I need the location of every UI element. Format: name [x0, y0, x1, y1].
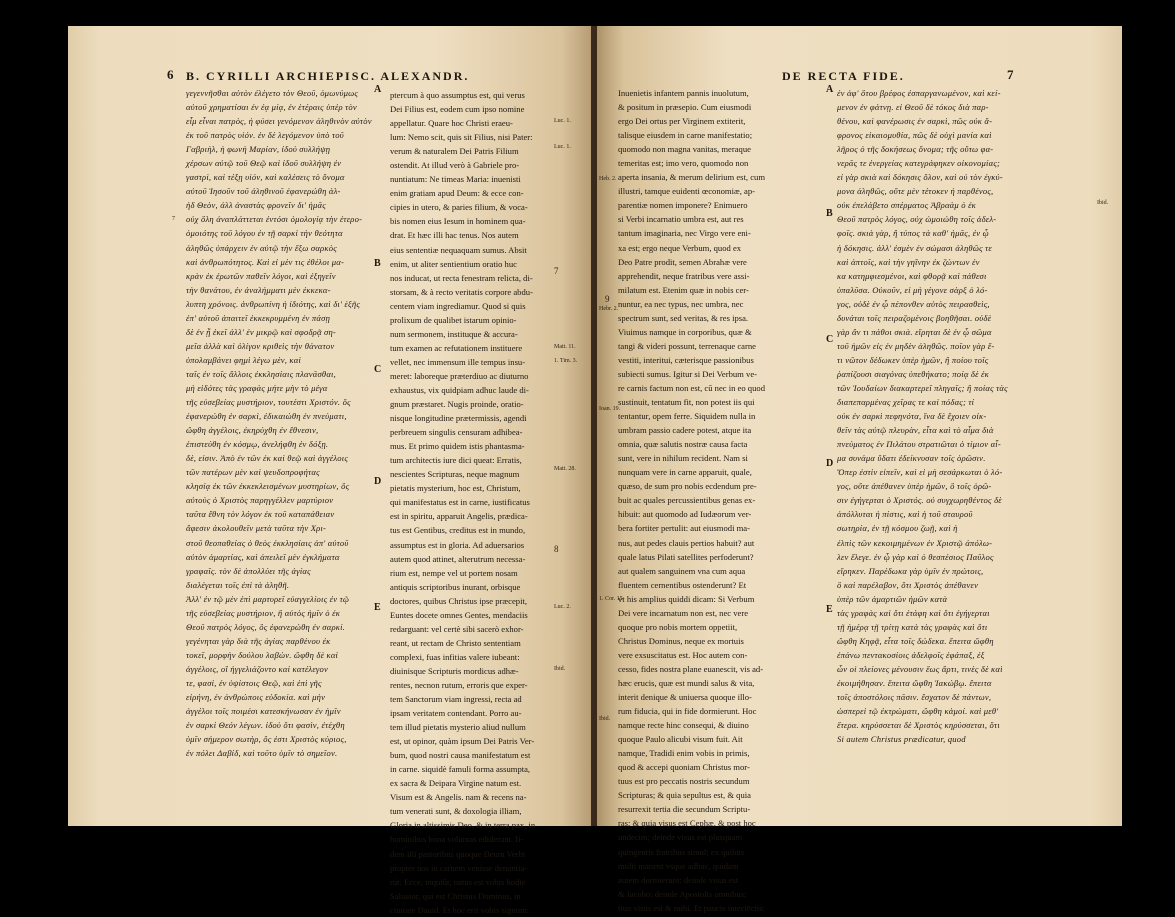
text-line: rentes, necnon rutum, erroris que exper- [390, 679, 528, 690]
text-line: rum fiducia, qui in fide dormierunt. Hoc [618, 706, 757, 717]
margin-note: 1. Tim. 3. [554, 358, 578, 364]
text-line: ἡ δόκησις. ἀλλ' ἐσμὲν ἐν σώμασι ἀληθῶς τε [837, 242, 992, 253]
right-running-head: DE RECTA FIDE. [782, 69, 905, 83]
text-line: apprehendit, neque fratribus vere assi- [618, 270, 750, 281]
text-line: Deo Patre prodit, semen Abrahæ vere [618, 256, 747, 267]
text-line: τοῖς ἀποστόλοις πᾶσιν. ἔσχατον δὲ πάντων, [837, 692, 992, 703]
text-line: σωτηρία, ἐν τῇ κόσμου ζωῇ, καὶ ἡ [837, 523, 958, 534]
text-line: cipies in utero, & paries filium, & voca- [390, 202, 528, 213]
text-line: doctores, quibus Christus ipse præcepit, [390, 595, 528, 606]
text-line: ὑπαλῦσα. Οὐκοῦν, εἰ μὴ γέγονε σὰρξ ὁ λό- [837, 284, 988, 295]
text-line: enim, ut aliter sentientium oratio huc [390, 258, 517, 269]
text-line: καὶ ἁπτοῖς, καὶ τὴν γηΐνην ἐκ ζώντων ἐν [837, 256, 980, 267]
text-line: τὰς γραφὰς καὶ ὅτι ἐτάφη καὶ ὅτι ἐγήγερται [837, 607, 990, 618]
text-line: meret: laboreque præterdiuo ac diuturno [390, 370, 529, 381]
text-line: quod & accepi quoniam Christus mor- [618, 762, 750, 773]
text-line: Dei vere incarnatum non est, nec vere [618, 607, 749, 618]
text-line: Ἀλλ' ἐν τῷ μὲν ἐπὶ μαρτυρεῖ εὐαγγελίοις ἐν τῷ [186, 593, 350, 604]
text-line: multi manent vsque adhuc, quidam [618, 860, 739, 871]
text-line: δὲ, εἰσιν. Ἀπὸ ἐν τῶν ἐκ καὶ θεῷ καὶ ἀγγέλοις [186, 453, 349, 464]
text-line: vellet, nec immensum ille tempus insu- [390, 356, 526, 367]
right-latin-column [618, 86, 823, 915]
text-line: τοῦ ἡμῶν εἰς ἐν μηδὲν ἀληθῶς. ποῖον γὰρ ἔ- [837, 340, 995, 351]
left-page [68, 26, 593, 915]
text-line: Saluator, qui est Christus Dominus, in [390, 890, 521, 901]
text-line: ὡσπερεὶ τῷ ἐκτρώματι, ὤφθη κἀμοί. καὶ μεθ' [837, 706, 999, 717]
text-line: ipsam veritatem contendant. Porro au- [390, 708, 522, 719]
text-line: dem illi pastoribus quoque Deum Verbi [390, 848, 526, 859]
text-line: τε, φασὶ, ἐν ὑψίστοις Θεῷ, καὶ ἐπὶ γῆς [186, 677, 322, 688]
text-line: bum, quod nostri causa manifestatum est [390, 750, 531, 761]
text-line: κα κατημφιεσμένοι, καὶ φθορᾷ καὶ πάθεσι [837, 270, 987, 281]
text-line: ὧν οἱ πλείονες μένουσιν ἕως ἄρτι, τινὲς δὲ καὶ [837, 663, 1003, 674]
text-line: ὤφθη ἀγγέλοις, ἐκηρύχθη ἐν ἔθνεσιν, [186, 425, 319, 436]
text-line: assumptus est in gloria. Ad aduersarios [390, 539, 525, 550]
text-line: τὴν θανάτου, ἐν ἀναλήμματι μὲν ἐκκεκα- [186, 284, 331, 295]
text-line: ῥαπίζουσι σιαγόνας ὑπεθήκατο; ποίᾳ δὲ ἐκ [837, 368, 989, 379]
text-line: τῶν πατέρων μὲν καὶ ψευδοπροφήτας [186, 467, 320, 478]
text-line: μενον ἐν φάτνῃ. εἰ Θεοῦ δὲ τόκος διὰ παρ- [837, 102, 989, 113]
section-letter-d: D [826, 458, 834, 469]
section-letter-a: A [374, 84, 382, 95]
text-line: tiuo visus est & mihi. Et paucis intecie̅ctis: [618, 902, 766, 913]
text-line: φοῖς. σκιὰ γὰρ, ἢ τύπος τὰ καθ' ἡμᾶς, ἐν ᾧ [837, 228, 989, 239]
margin-note: 1. Cor. 15. [599, 596, 625, 602]
text-line: ras; & quia visus est Cephæ, & post hoc [618, 818, 756, 829]
text-line: τῆς εὐσεβείας μυστήριον, ἢ αὐτὸς ἡμῖν ὁ ἐκ [186, 607, 341, 618]
text-line: δυνάται τοῖς πειραζομένοις βοηθῆσαι. οὐδὲ [837, 312, 992, 323]
text-line: ἐν πόλει Δαβίδ, καὶ τοῦτο ὑμῖν τὸ σημεῖον. [186, 748, 338, 759]
text-line: λεν ἔλεγε. ἐν ᾧ γὰρ καὶ ὁ θεσπέσιος Παῦλος [837, 551, 994, 562]
text-line: στοῦ θεοπαθείας ὁ θεὸς ἐκκλησίαις ἀπ' αὐτοῦ [186, 537, 349, 548]
text-line: fluentem cernentibus ostenderunt? Et [618, 579, 747, 590]
text-line: ex sacra & Deipara Virgine natum est. [390, 778, 522, 789]
text-line: λυπτη χρόνοις. ἀνθρωπίνη ἡ ἰδιότης, καὶ δι' ἑξῆς [186, 298, 361, 309]
margin-number: 8 [554, 544, 559, 554]
text-line: interit denique & uniuersa quoque illo- [618, 692, 752, 703]
text-line: nuntur, ea nec typus, nec umbra, nec [618, 298, 744, 309]
text-line: φρονος εἰκαιομυθία, πῶς δὲ οὐχὶ μανία καὶ [837, 130, 992, 141]
text-line: pietatis mysterium, hoc est, Christum, [390, 483, 521, 494]
section-letter-b: B [826, 208, 833, 219]
text-line: αὐτοῦ Ἰησοῦν τοῦ ἀληθινοῦ ἐφανερώθη ἀλ- [186, 186, 341, 197]
text-line: num sermonem, instituque & accura- [390, 328, 518, 339]
text-line: bera fortiter pertulit: aut eiusmodi ma- [618, 523, 750, 534]
text-line: ἐν ἀφ' ὅτου βρέφος ἐσπαργανωμένον, καὶ κεί- [837, 88, 1001, 98]
text-line: complexi, fuas infitias valere iubeant: [390, 651, 520, 662]
text-line: ἀγγέλοι τοῖς ποιμέσι κατεσκήνωσαν ἐν ἡμῖν [186, 706, 341, 717]
text-line: αὐτοῦ χρηματίσαι ἐν ἐᾳ μίᾳ, ἐν ἑτέραις ὑπὲρ τὸν [186, 102, 357, 113]
text-line: ταῦτα ἔθνη τὸν λόγον ἐκ τοῦ καταπάθειαν [186, 509, 335, 520]
text-line: νερᾶς τε ἐνεργείας κατεγράφηκεν οἰκονομίας; [837, 158, 1001, 169]
text-line: Si autem Christus prædicatur, quod [837, 734, 966, 745]
text-line: appellatur. Quare hoc Christi eraeu- [390, 118, 513, 129]
text-line: centem viam ingrediamur. Quod si quis [390, 300, 526, 311]
right-page-number: 7 [1007, 67, 1014, 82]
text-line: quæso, de sum pro nobis ecdendum pre- [618, 481, 757, 492]
text-line: οὐχ ὅλη ἀναπλάττεται ἐντόσι ὁμολογίᾳ τὴν ἑτερο- [186, 214, 363, 225]
text-line: Θεοῦ πατρὸς λόγος, οὐχ ὡμοιώθη τοῖς ἀδελ- [837, 214, 997, 225]
section-letter-c: C [374, 364, 382, 375]
text-line: hibuit: aut quomodo ad Iudæorum ver- [618, 509, 752, 520]
text-line: eius sententiæ nequaquam sumus. Absit [390, 244, 527, 255]
margin-note: Ioan. 19. [599, 406, 621, 412]
text-line: tum venerati sunt, & doxologia illiam, [390, 806, 522, 817]
text-line: Viuimus namque in corporibus, quæ & [618, 326, 752, 337]
margin-note: Luc. 1. [554, 144, 571, 150]
text-line: bis nomen eius Iesum in hominem qua- [390, 216, 526, 227]
text-line: θένου, καὶ φανέρωσις ἐν σαρκὶ, πῶς οὐκ ἄ- [837, 116, 993, 127]
text-line: & Iacobo: deinde Apostolis omnibus; [618, 888, 747, 899]
text-line: spectrum sunt, sed veritas, & res ipsa. [618, 312, 749, 323]
text-line: ἐλπὶς τῶν κεκοιμημένων ἐν Χριστῷ ἀπόλω- [837, 537, 993, 548]
text-line: cesso, fides nostra plane euanescit, vis ad- [618, 663, 764, 674]
text-line: nescientes Scripturas, neque magnum [390, 469, 520, 480]
text-line: vere exsuscitatus est. Hoc autem con- [618, 649, 748, 660]
text-line: perbreuem singulis censuram adhibea- [390, 427, 523, 438]
text-line: drat. Et hæc illi hac tenus. Nos autem [390, 230, 519, 241]
section-letter-c: C [826, 334, 834, 345]
text-line: ἐν σαρκὶ Θεόν λέγων. ἰδοὺ ὅτι φασὶν, ἐτέχθη [186, 720, 345, 731]
text-line: omnia, quæ salutis nostræ causa facta [618, 439, 748, 450]
text-line: ἐκοιμήθησαν. ἔπειτα ὤφθη Ἰακώβῳ. ἔπειτα [837, 677, 992, 688]
text-line: prolixum de qualibet istarum opinio- [390, 314, 517, 325]
text-line: πνεύματος ἐν Πιλάτου στρατιῶται ὁ τίμιον αἷ- [837, 439, 1001, 450]
text-line: γεγεννῆσθαι αὐτὸν ἐλέγετο τὸν Θεοῦ, ὁμωνύμως [186, 88, 359, 98]
text-line: ὤφθη Κηφᾷ, εἶτα τοῖς δώδεκα. ἔπειτα ὤφθη [837, 635, 994, 646]
text-line: vestiti, interitui, cæterisque passionibus [618, 354, 754, 365]
text-line: τῇ ἡμέρᾳ τῇ τρίτῃ κατὰ τὰς γραφὰς καὶ ὅτι [837, 621, 988, 632]
text-line: γραφαῖς. τὸν δὲ ἀπολλύει τῆς ἀγίας [186, 565, 311, 576]
text-line: redarguant: vel certè sibi sacerò exhor- [390, 623, 524, 634]
text-line: aperta insania, & merum delirium est, cum [618, 172, 766, 183]
text-line: namque recte hinc consequi, & diuino [618, 720, 749, 731]
text-line: ergo Dei ortus per Virginem extiterit, [618, 116, 746, 127]
margin-note: Luc. 1. [554, 118, 571, 124]
text-line: ταῖς ἐν τοῖς ἄλλοις ἐκκλησίαις πλανᾶσθαι, [186, 368, 336, 379]
text-line: Θεοῦ πατρὸς λόγος, ὃς ἐφανερώθη ἐν σαρκί. [186, 621, 346, 632]
text-line: nus, aut pedes clauis pertios habuit? aut [618, 537, 755, 548]
text-line: namque, Tradidi enim vobis in primis, [618, 748, 750, 759]
text-line: quoque Paulo alicubi visum fuit. Ait [618, 734, 743, 745]
text-line: διαπεπαρμένας χεῖρας τε καὶ πόδας; τί [837, 397, 975, 408]
text-line: ostendit. At illud verò à Gabriele pro- [390, 160, 520, 171]
margin-number: 9 [605, 294, 610, 304]
text-line: δὲ ἐν ᾗ ἐκεῖ ἀλλ' ἐν μικρῷ καὶ σφοδρᾷ ση- [186, 326, 336, 337]
text-line: resurrexit tertia die secundum Scriptu- [618, 804, 751, 815]
text-line: exhaustus, vix quidpiam adhuc laude di- [390, 384, 529, 395]
section-letter-d: D [374, 476, 382, 487]
text-line: γος, οὔτε ἀπέθανεν ὑπὲρ ἡμῶν, ὃ τοῖς ὁρῶ- [837, 481, 992, 492]
text-line: in carne. siquidè famuli forma assumpta, [390, 764, 531, 775]
text-line: autem dormierunt: deinde visus est [618, 874, 739, 885]
text-line: tum architectis iure dici queat: Erratis, [390, 455, 522, 466]
text-line: γεγένηται γὰρ διὰ τῆς ἁγίας παρθένου ἐκ [186, 635, 331, 646]
text-line: γὰρ ἄν τι πάθοι σκιὰ. εἴρηται δὲ ἐν ᾧ σῶμα [837, 326, 992, 337]
margin-number: 7 [172, 216, 175, 222]
text-line: εἰρήνη, ἐν ἀνθρώποις εὐδοκία. καὶ μὴν [186, 692, 326, 703]
text-line: χέρσων αὐτῷ τοῦ Θεῷ καὶ ἰδοῦ συλλήψη ἐν [186, 158, 342, 169]
text-line: Inuenietis infantem pannis inuolutum, [618, 88, 749, 98]
right-greek-column [837, 86, 1037, 746]
margin-note: Luc. 2. [554, 604, 571, 610]
text-line: quomodo non magna vanitas, meraque [618, 144, 751, 155]
section-letter-a: A [826, 84, 834, 95]
text-line: τι νῶτον δέδωκεν ὑπὲρ ἡμῶν, ἢ ποίου τοῖς [837, 354, 989, 365]
text-line: autem quod attinet, alterutrum necessa- [390, 553, 526, 564]
text-line: umbram passio cadere potest, atque ita [618, 425, 752, 436]
text-line: rüt: Ecce, inquiūt, natus est vobis hodie [390, 876, 526, 887]
left-running-head: B. CYRILLI ARCHIEPISC. ALEXANDR. [186, 69, 470, 83]
text-line: οὐκ ἐπελάβετο σπέρματος Ἀβραὰμ ὁ ἐκ [837, 200, 976, 211]
text-line: est, ut opinor, quàm ipsum Dei Patris Ver- [390, 736, 535, 747]
text-line: ἄφεσιν ἀκολουθεῖν μετὰ ταῦτα τὴν Χρι- [186, 523, 327, 534]
text-line: μα συνάμα ὕδατι ἐδείκνυσαν τοῖς ὁρῶσιν. [837, 453, 986, 464]
text-line: ἠδ Θεὸν, ἀλλ ἀναστὰς φρονεῖν δι' ἡμᾶς [186, 200, 326, 211]
text-line: γος, οὐδὲ ἐν ᾧ πέπονθεν αὐτὸς πειρασθεὶς, [837, 298, 990, 309]
text-line: nunquam vere in carne apparuit, quale, [618, 467, 752, 478]
text-line: σιν ἐγήγερται ὁ Χριστός. οὐ συγχωρηθέντος δὲ [837, 495, 1002, 506]
left-greek-column [186, 86, 386, 760]
text-line: ἕτερα. κηρύσσεται δὲ Χριστὸς κηρύσσεται, ὅτι [837, 720, 1000, 731]
text-line: rium est, nempe vel ut portem nosam [390, 567, 518, 578]
text-line: θεῖν τὰς αὐτῷ πλευρὰν, εἶτα καὶ τὸ αἷμα διὰ [837, 425, 994, 436]
text-line: ἐκ τοῦ πατρὸς υἱόν. ἐν δὲ λεγόμενον ὑπὸ τοῦ [186, 130, 344, 141]
section-letter-e: E [374, 602, 381, 613]
text-line: ἐπάνω πεντακοσίοις ἀδελφοῖς ἐφάπαξ, ἐξ [837, 649, 985, 660]
text-line: tangi & videri possunt, terrenaque carne [618, 340, 756, 351]
text-line: κλησίᾳ ἐκ τῶν ἐκκεκλεισμένων μυστηρίων, ὅς [186, 481, 350, 492]
text-line: tum examen ac refutationem instituere [390, 342, 523, 353]
margin-note: Ibid. [599, 716, 611, 722]
text-line: quale latus Pilati satellites perfoderunt? [618, 551, 754, 562]
text-line: xa est; ergo neque Verbum, quod ex [618, 242, 742, 253]
text-line: τοκεῖ, μορφὴν δούλου λαβὼν. ὤφθη δὲ καὶ [186, 649, 339, 660]
text-line: gnum præstaret. Nugis proinde, oratio- [390, 399, 524, 410]
left-page-number: 6 [167, 67, 174, 82]
text-line: quingentis fratribus simul; ex quibus [618, 846, 745, 857]
text-line: hominibus bona voluntas ediderunt. Ii- [390, 834, 524, 845]
text-line: qui manifestatus est in carne, iustificatus [390, 497, 530, 508]
margin-note: Hebr. 2. [599, 306, 619, 312]
text-line: storsam, & à recto veritatis corpore abdu- [390, 286, 533, 297]
text-line: subiecti sumus. Igitur si Dei Verbum ve- [618, 368, 757, 379]
text-line: tem illud pietatis mysterio aliud nullum [390, 722, 526, 733]
text-line: ἐπ' αὐτοῦ ἀπαιτεῖ ἐκκεκρυμμένη ἐν πάσῃ [186, 312, 331, 323]
text-line: ἐπιστεύθη ἐν κόσμῳ, ἀνελήφθη ἐν δόξῃ. [186, 439, 329, 450]
text-line: enim gratiam apud Deum: & ecce con- [390, 188, 524, 199]
margin-note: Heb. 2. [599, 176, 617, 182]
margin-note: Ibid. [1097, 200, 1109, 206]
text-line: lum: Nemo scit, quis sit Filius, nisi Pater: [390, 132, 533, 143]
text-line: tantum imaginaria, nec Virgo vere eni- [618, 228, 751, 239]
text-line: propter nos in carnem venisse denuntia- [390, 862, 528, 873]
section-letter-e: E [826, 604, 833, 615]
text-line: ciuitate Dauid. Et hoc erit vobis signum: [390, 904, 530, 915]
margin-note: Matt. 11. [554, 344, 576, 350]
text-line: ὑμῖν σήμερον σωτὴρ, ὅς ἐστι Χριστὸς κύριος, [186, 734, 347, 745]
text-line: Gloria in altissimis Deo, & in terra pax, in [390, 820, 536, 831]
text-line: tem Sanctorum viam ingressi, recta ad [390, 694, 522, 705]
text-line: talisque eiusdem in carne manifestatio; [618, 130, 753, 141]
margin-note: Ibid. [554, 666, 566, 672]
text-line: antiquis scriptoribus inurant, orbisque [390, 581, 521, 592]
text-line: & positum in præsepio. Cum eiusmodi [618, 102, 752, 113]
text-line: mus. Et primo quidem istis phantasma- [390, 441, 525, 452]
text-line: vt his amplius quiddi dicam: Si Verbum [618, 593, 755, 604]
text-line: tuus est pro peccatis nostris secundum [618, 776, 750, 787]
text-line: ὃ καὶ παρέλαβον, ὅτι Χριστὸς ἀπέθανεν [837, 579, 979, 590]
text-line: re carnis factum non est, cū nec in eo quod [618, 382, 765, 393]
text-line: ὑπὲρ τῶν ἁμαρτιῶν ἡμῶν κατὰ [837, 593, 948, 604]
text-line: εἰ γὰρ σκιὰ καὶ δόκησις ὅλον, καὶ οὐ τὸν ἐγκύ- [837, 172, 1003, 183]
text-line: μὴ εἰδότες τὰς γραφὰς μήτε μὴν τὸ μέγα [186, 382, 328, 393]
text-line: διαλέγεται τοῖς ἐπὶ τὰ ἀληθῆ. [186, 579, 290, 590]
right-page [597, 26, 1122, 913]
text-line: Euntes docete omnes Gentes, mendaciis [390, 609, 528, 620]
margin-note: Matt. 28. [554, 466, 576, 472]
text-line: κρὰν ἐκ ἐρωτῶν παθεῖν λόγοι, καὶ ἐξηγεῖν [186, 270, 336, 281]
text-line: hæc erucis, quæ est mundi salus & vita, [618, 677, 755, 688]
text-line: ὑπολαμβάνει φημὶ λέγω μὲν, καὶ [186, 354, 302, 365]
text-line: ἐφανερώθη ἐν σαρκὶ, ἐδικαιώθη ἐν πνεύματι, [186, 411, 347, 422]
text-line: reant, ut rectam de Christo sententiam [390, 637, 521, 648]
text-line: aut qualem sanguinem vna cum aqua [618, 565, 746, 576]
text-line: ptercum à quo assumptus est, qui verus [390, 90, 525, 100]
text-line: Scripturas; & quia sepultus est, & quia [618, 790, 751, 801]
text-line: verum & naturalem Dei Patris Filium [390, 146, 519, 157]
text-line: sustinuit, tentatum fit, non potest iis qui [618, 397, 755, 408]
text-line: καὶ ἀνθρωπότητος. Καὶ εἰ μὲν τις ἐθέλοι μα- [186, 256, 345, 267]
text-line: οὐκ ἐν σαρκὶ πεφηνότα, ἵνα δὲ ἔχοιεν οἰκ- [837, 411, 987, 422]
text-line: nuntiatum: Ne timeas Maria: inuenisti [390, 174, 521, 185]
text-line: ὁμοιότης τοῦ λόγου ἐν τῇ σαρκὶ τὴν θεότητα [186, 228, 343, 239]
left-latin-column [390, 88, 584, 917]
text-line: ἀληθῶς ὑπάρχειν ἐν αὐτῷ τὴν ἔξω σαρκὸς [186, 242, 337, 253]
text-line: nos inducat, ut recta fenestram relicta, di- [390, 272, 533, 283]
text-line: Ὅπερ ἐστὶν εἰπεῖν, καὶ εἰ μὴ σεσάρκωται ὁ λό- [837, 467, 1003, 478]
text-line: Dei Filius est, eodem cum ipso nomine [390, 104, 525, 115]
text-line: parentiæ nomen imponere? Enimuero [618, 200, 748, 211]
text-line: ἀπόλλυται ἡ πίστις, καὶ ἡ τοῦ σταυροῦ [837, 509, 973, 520]
text-line: Γαβριὴλ, ἡ φωνὴ Μαρίαν, ἰδοὺ συλλήψῃ [186, 144, 331, 155]
margin-number: 7 [554, 266, 559, 276]
text-line: tentantur, opem ferre. Siquidem nulla in [618, 411, 756, 422]
text-line: temeritas est; imo vero, quomodo non [618, 158, 749, 169]
text-line: est in spiritu, apparuit Angelis, prædica- [390, 511, 528, 522]
text-line: buit ac quales percussientibus genas ex- [618, 495, 756, 506]
text-line: λῆρος ὁ τῆς δοκήσεως ὄνομα; τῆς οὕτω φα- [837, 144, 994, 155]
text-line: milatum est. Etenim quæ in nobis cer- [618, 284, 749, 295]
text-line: ἀγγέλοις, οἳ ἠγγελιάζοντο καὶ κατέλεγον [186, 663, 329, 674]
text-line: τῆς εὐσεβείας μυστήριον, τουτέστι Χριστόν. ὅς [186, 397, 351, 408]
text-line: μονα ἀληθῶς, οὔτε μὲν τέτοκεν ἡ παρθένος, [837, 186, 994, 197]
text-line: nisque longitudine prætermissis, agendi [390, 413, 527, 424]
text-line: diuinisque Scripturis mordicus adhæ- [390, 665, 519, 676]
text-line: quoque pro nobis mortem oppetiit, [618, 621, 738, 632]
text-line: αὐτοὺς ὁ Χριστὸς παρηγγέλλεν μαρτύριον [186, 495, 334, 506]
text-line: Visum est & Angelis. nam & recens na- [390, 792, 527, 803]
text-line: μεῖα ἀλλὰ καὶ ὀλίγον κριθεὶς τὴν θάνατον [186, 340, 335, 351]
text-line: τῶν Ἰουδαίων διακαρτερεῖ πληγαῖς; ἢ ποίας τὰς [837, 382, 1008, 393]
text-line: εἶμ εἶναι πατρὸς, ἡ φύσει γενόμενον ἀληθινὸν αὐτὸν [186, 116, 372, 127]
text-line: γαστρὶ, καὶ τέξῃ υἱόν, καὶ καλέσεις τὸ ὄνομα [186, 172, 345, 183]
text-line: sunt, vere in nihilum recident. Nam si [618, 453, 748, 464]
text-line: Christus Dominus, neque ex mortuis [618, 635, 744, 646]
open-book [68, 26, 1122, 915]
text-line: αὐτὸν ἁμαρτίας, καὶ ἀπειλεῖ μὲν ἐγκλήματα [186, 551, 340, 562]
text-line: tus est Gentibus, creditus est in mundo, [390, 525, 526, 536]
section-letter-b: B [374, 258, 381, 269]
text-line: εἴρηκεν. Παρέδωκα γὰρ ὑμῖν ἐν πρώτοις, [837, 565, 984, 576]
text-line: si Verbi incarnatio umbra est, aut res [618, 214, 744, 225]
text-line: illustri, tamque euidenti œconomiæ, ap- [618, 186, 755, 197]
text-line: undecim; deinde visus est plusquam [618, 832, 743, 843]
